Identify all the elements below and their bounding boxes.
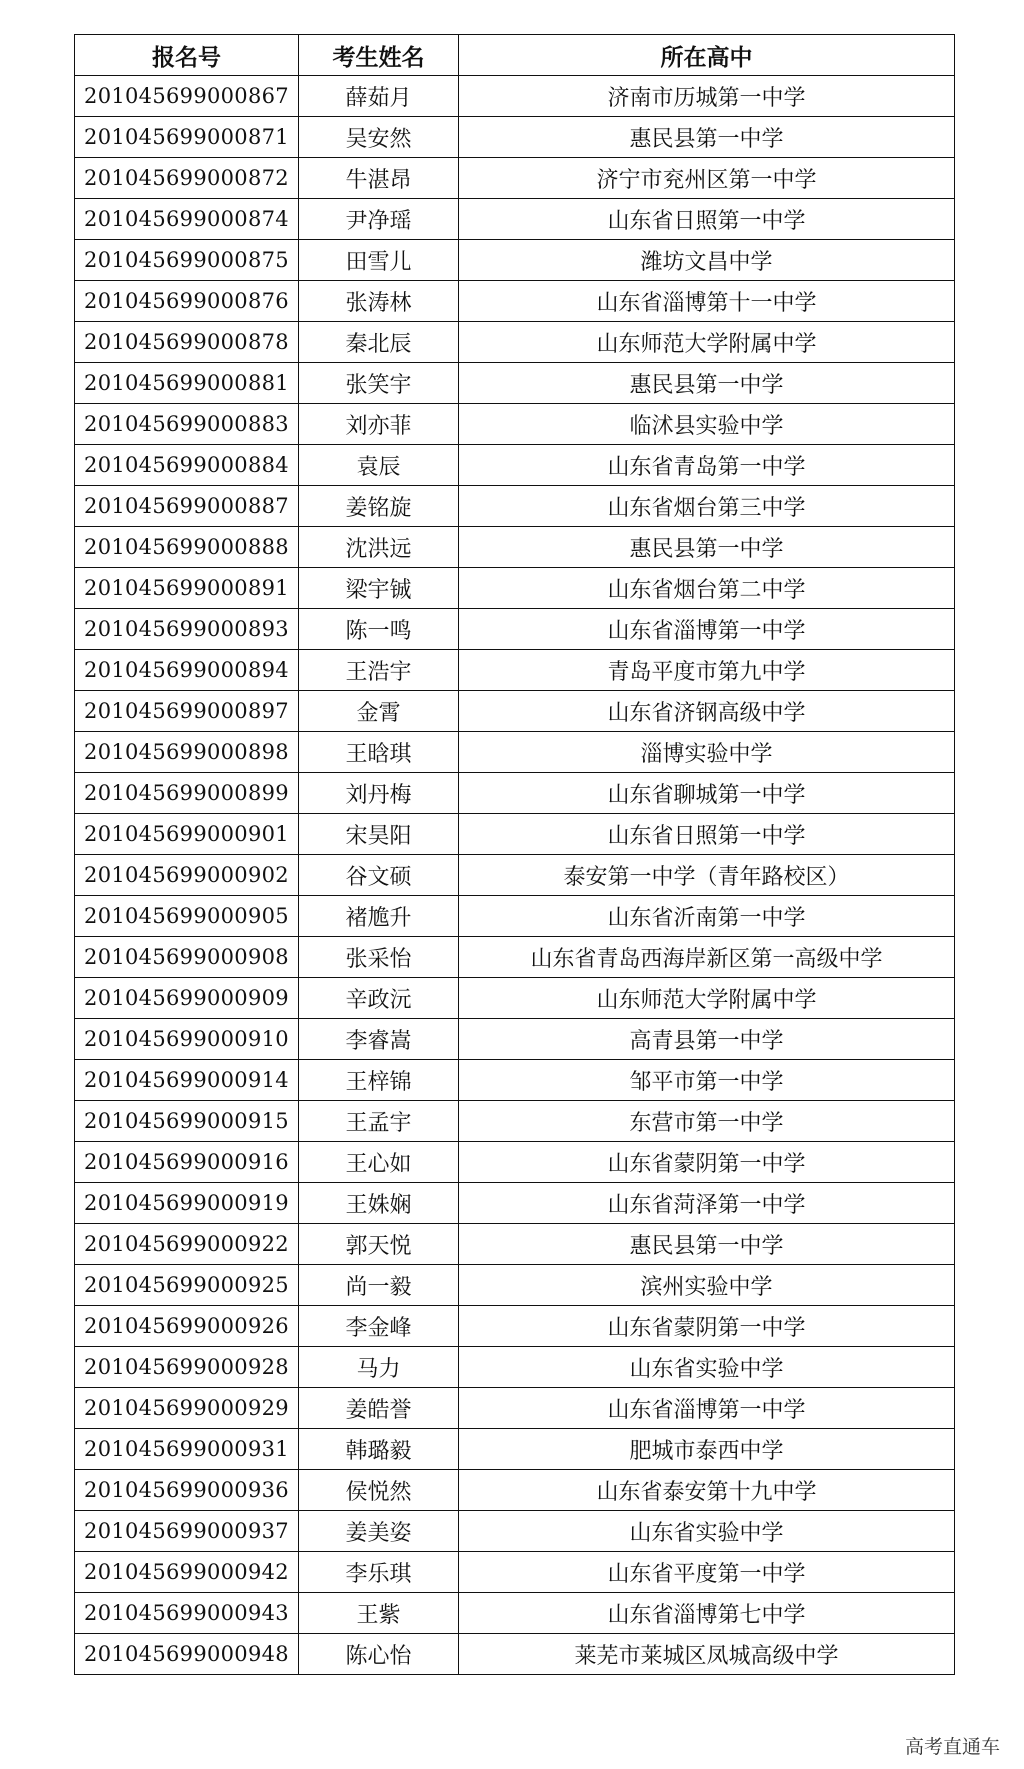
high-school-cell: 惠民县第一中学 bbox=[459, 527, 955, 568]
roster-table bbox=[74, 34, 955, 1675]
registration-number-cell: 201045699000910 bbox=[75, 1019, 299, 1060]
student-name-cell: 王浩宇 bbox=[299, 650, 459, 691]
registration-number-cell: 201045699000893 bbox=[75, 609, 299, 650]
high-school-cell: 惠民县第一中学 bbox=[459, 1224, 955, 1265]
student-name-cell: 侯悦然 bbox=[299, 1470, 459, 1511]
registration-number-cell: 201045699000874 bbox=[75, 199, 299, 240]
registration-number-cell: 201045699000922 bbox=[75, 1224, 299, 1265]
registration-number-cell: 201045699000943 bbox=[75, 1593, 299, 1634]
table-row bbox=[75, 855, 955, 896]
header-registration-number: 报名号 bbox=[75, 35, 299, 76]
table-row bbox=[75, 1306, 955, 1347]
student-name-cell: 陈心怡 bbox=[299, 1634, 459, 1675]
high-school-cell: 山东省烟台第三中学 bbox=[459, 486, 955, 527]
table-row bbox=[75, 1183, 955, 1224]
table-row bbox=[75, 978, 955, 1019]
table-row bbox=[75, 363, 955, 404]
table-row bbox=[75, 1470, 955, 1511]
high-school-cell: 山东师范大学附属中学 bbox=[459, 978, 955, 1019]
table-row bbox=[75, 609, 955, 650]
registration-number-cell: 201045699000908 bbox=[75, 937, 299, 978]
table-row bbox=[75, 1265, 955, 1306]
student-name-cell: 袁辰 bbox=[299, 445, 459, 486]
high-school-cell: 东营市第一中学 bbox=[459, 1101, 955, 1142]
registration-number-cell: 201045699000902 bbox=[75, 855, 299, 896]
high-school-cell: 山东省泰安第十九中学 bbox=[459, 1470, 955, 1511]
student-name-cell: 陈一鸣 bbox=[299, 609, 459, 650]
high-school-cell: 山东省实验中学 bbox=[459, 1347, 955, 1388]
table-row bbox=[75, 568, 955, 609]
registration-number-cell: 201045699000898 bbox=[75, 732, 299, 773]
registration-number-cell: 201045699000926 bbox=[75, 1306, 299, 1347]
student-name-cell: 刘亦菲 bbox=[299, 404, 459, 445]
high-school-cell: 潍坊文昌中学 bbox=[459, 240, 955, 281]
registration-number-cell: 201045699000897 bbox=[75, 691, 299, 732]
registration-number-cell: 201045699000872 bbox=[75, 158, 299, 199]
student-name-cell: 田雪儿 bbox=[299, 240, 459, 281]
table-row bbox=[75, 322, 955, 363]
high-school-cell: 山东省实验中学 bbox=[459, 1511, 955, 1552]
student-name-cell: 张采怡 bbox=[299, 937, 459, 978]
registration-number-cell: 201045699000883 bbox=[75, 404, 299, 445]
high-school-cell: 山东省平度第一中学 bbox=[459, 1552, 955, 1593]
header-row bbox=[75, 35, 955, 76]
high-school-cell: 山东省烟台第二中学 bbox=[459, 568, 955, 609]
student-name-cell: 马力 bbox=[299, 1347, 459, 1388]
student-name-cell: 王梓锦 bbox=[299, 1060, 459, 1101]
high-school-cell: 山东省蒙阴第一中学 bbox=[459, 1306, 955, 1347]
table-row bbox=[75, 1142, 955, 1183]
student-name-cell: 王姝娴 bbox=[299, 1183, 459, 1224]
high-school-cell: 青岛平度市第九中学 bbox=[459, 650, 955, 691]
table-row bbox=[75, 937, 955, 978]
header-high-school: 所在高中 bbox=[459, 35, 955, 76]
registration-number-cell: 201045699000905 bbox=[75, 896, 299, 937]
registration-number-cell: 201045699000888 bbox=[75, 527, 299, 568]
table-row bbox=[75, 76, 955, 117]
table-row bbox=[75, 527, 955, 568]
high-school-cell: 济宁市兖州区第一中学 bbox=[459, 158, 955, 199]
student-name-cell: 王心如 bbox=[299, 1142, 459, 1183]
high-school-cell: 山东省菏泽第一中学 bbox=[459, 1183, 955, 1224]
table-row bbox=[75, 1511, 955, 1552]
student-name-cell: 李睿嵩 bbox=[299, 1019, 459, 1060]
student-name-cell: 王紫 bbox=[299, 1593, 459, 1634]
student-name-cell: 李金峰 bbox=[299, 1306, 459, 1347]
high-school-cell: 莱芜市莱城区凤城高级中学 bbox=[459, 1634, 955, 1675]
registration-number-cell: 201045699000915 bbox=[75, 1101, 299, 1142]
student-name-cell: 宋昊阳 bbox=[299, 814, 459, 855]
table-row bbox=[75, 732, 955, 773]
table-row bbox=[75, 773, 955, 814]
high-school-cell: 山东师范大学附属中学 bbox=[459, 322, 955, 363]
table-row bbox=[75, 281, 955, 322]
registration-number-cell: 201045699000916 bbox=[75, 1142, 299, 1183]
table-row bbox=[75, 1429, 955, 1470]
registration-number-cell: 201045699000925 bbox=[75, 1265, 299, 1306]
registration-number-cell: 201045699000884 bbox=[75, 445, 299, 486]
registration-number-cell: 201045699000881 bbox=[75, 363, 299, 404]
table-row bbox=[75, 896, 955, 937]
roster-body bbox=[75, 76, 955, 1675]
registration-number-cell: 201045699000919 bbox=[75, 1183, 299, 1224]
student-name-cell: 张笑宇 bbox=[299, 363, 459, 404]
high-school-cell: 滨州实验中学 bbox=[459, 1265, 955, 1306]
table-row bbox=[75, 1593, 955, 1634]
student-name-cell: 梁宇铖 bbox=[299, 568, 459, 609]
registration-number-cell: 201045699000899 bbox=[75, 773, 299, 814]
registration-number-cell: 201045699000901 bbox=[75, 814, 299, 855]
registration-number-cell: 201045699000871 bbox=[75, 117, 299, 158]
high-school-cell: 山东省青岛第一中学 bbox=[459, 445, 955, 486]
table-row bbox=[75, 1060, 955, 1101]
registration-number-cell: 201045699000931 bbox=[75, 1429, 299, 1470]
table-row bbox=[75, 814, 955, 855]
high-school-cell: 山东省聊城第一中学 bbox=[459, 773, 955, 814]
student-name-cell: 郭天悦 bbox=[299, 1224, 459, 1265]
student-name-cell: 姜美姿 bbox=[299, 1511, 459, 1552]
table-row bbox=[75, 1019, 955, 1060]
high-school-cell: 惠民县第一中学 bbox=[459, 363, 955, 404]
registration-number-cell: 201045699000867 bbox=[75, 76, 299, 117]
high-school-cell: 邹平市第一中学 bbox=[459, 1060, 955, 1101]
registration-number-cell: 201045699000914 bbox=[75, 1060, 299, 1101]
student-name-cell: 姜铭旋 bbox=[299, 486, 459, 527]
table-row bbox=[75, 404, 955, 445]
student-name-cell: 韩璐毅 bbox=[299, 1429, 459, 1470]
registration-number-cell: 201045699000891 bbox=[75, 568, 299, 609]
high-school-cell: 临沭县实验中学 bbox=[459, 404, 955, 445]
registration-number-cell: 201045699000929 bbox=[75, 1388, 299, 1429]
registration-number-cell: 201045699000875 bbox=[75, 240, 299, 281]
table-row bbox=[75, 1552, 955, 1593]
table-row bbox=[75, 1634, 955, 1675]
high-school-cell: 山东省蒙阴第一中学 bbox=[459, 1142, 955, 1183]
table-row bbox=[75, 1101, 955, 1142]
registration-number-cell: 201045699000937 bbox=[75, 1511, 299, 1552]
high-school-cell: 淄博实验中学 bbox=[459, 732, 955, 773]
table-row bbox=[75, 486, 955, 527]
table-row bbox=[75, 240, 955, 281]
high-school-cell: 山东省淄博第一中学 bbox=[459, 1388, 955, 1429]
table-row bbox=[75, 691, 955, 732]
high-school-cell: 山东省日照第一中学 bbox=[459, 814, 955, 855]
high-school-cell: 惠民县第一中学 bbox=[459, 117, 955, 158]
student-name-cell: 尹净瑶 bbox=[299, 199, 459, 240]
registration-number-cell: 201045699000909 bbox=[75, 978, 299, 1019]
high-school-cell: 肥城市泰西中学 bbox=[459, 1429, 955, 1470]
student-name-cell: 李乐琪 bbox=[299, 1552, 459, 1593]
high-school-cell: 济南市历城第一中学 bbox=[459, 76, 955, 117]
high-school-cell: 山东省青岛西海岸新区第一高级中学 bbox=[459, 937, 955, 978]
student-name-cell: 谷文硕 bbox=[299, 855, 459, 896]
table-row bbox=[75, 158, 955, 199]
student-name-cell: 辛政沅 bbox=[299, 978, 459, 1019]
student-name-cell: 刘丹梅 bbox=[299, 773, 459, 814]
student-name-cell: 王孟宇 bbox=[299, 1101, 459, 1142]
student-name-cell: 秦北辰 bbox=[299, 322, 459, 363]
registration-number-cell: 201045699000948 bbox=[75, 1634, 299, 1675]
student-name-cell: 薛茹月 bbox=[299, 76, 459, 117]
table-row bbox=[75, 1388, 955, 1429]
high-school-cell: 山东省淄博第七中学 bbox=[459, 1593, 955, 1634]
table-row bbox=[75, 1347, 955, 1388]
high-school-cell: 山东省淄博第十一中学 bbox=[459, 281, 955, 322]
watermark: 高考直通车 bbox=[904, 1736, 1000, 1758]
registration-number-cell: 201045699000887 bbox=[75, 486, 299, 527]
registration-number-cell: 201045699000894 bbox=[75, 650, 299, 691]
table-row bbox=[75, 650, 955, 691]
registration-number-cell: 201045699000878 bbox=[75, 322, 299, 363]
student-name-cell: 姜皓誉 bbox=[299, 1388, 459, 1429]
registration-number-cell: 201045699000936 bbox=[75, 1470, 299, 1511]
registration-number-cell: 201045699000928 bbox=[75, 1347, 299, 1388]
high-school-cell: 山东省济钢高级中学 bbox=[459, 691, 955, 732]
registration-number-cell: 201045699000942 bbox=[75, 1552, 299, 1593]
high-school-cell: 山东省日照第一中学 bbox=[459, 199, 955, 240]
student-name-cell: 金霄 bbox=[299, 691, 459, 732]
student-name-cell: 王晗琪 bbox=[299, 732, 459, 773]
table-row bbox=[75, 1224, 955, 1265]
header-student-name: 考生姓名 bbox=[299, 35, 459, 76]
student-name-cell: 张涛林 bbox=[299, 281, 459, 322]
table-row bbox=[75, 445, 955, 486]
table-row bbox=[75, 117, 955, 158]
registration-number-cell: 201045699000876 bbox=[75, 281, 299, 322]
high-school-cell: 山东省沂南第一中学 bbox=[459, 896, 955, 937]
student-name-cell: 吴安然 bbox=[299, 117, 459, 158]
student-name-cell: 褚尯升 bbox=[299, 896, 459, 937]
student-name-cell: 尚一毅 bbox=[299, 1265, 459, 1306]
high-school-cell: 泰安第一中学（青年路校区） bbox=[459, 855, 955, 896]
high-school-cell: 山东省淄博第一中学 bbox=[459, 609, 955, 650]
student-name-cell: 沈洪远 bbox=[299, 527, 459, 568]
student-name-cell: 牛湛昂 bbox=[299, 158, 459, 199]
high-school-cell: 高青县第一中学 bbox=[459, 1019, 955, 1060]
table-row bbox=[75, 199, 955, 240]
